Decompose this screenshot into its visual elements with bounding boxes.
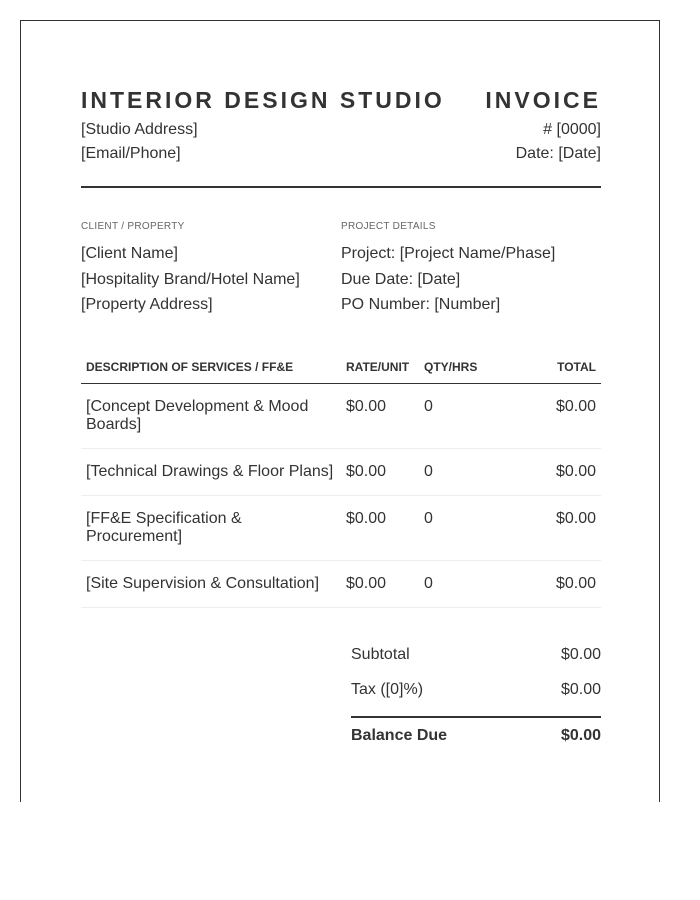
table-row bbox=[81, 448, 601, 495]
totals-section bbox=[351, 646, 601, 745]
row-description: [Site Supervision & Consultation] bbox=[81, 560, 341, 607]
row-qty: 0 bbox=[419, 495, 521, 560]
table-row bbox=[81, 495, 601, 560]
studio-name: INTERIOR DESIGN STUDIO bbox=[81, 87, 445, 113]
invoice-page bbox=[20, 20, 660, 802]
table-row bbox=[81, 560, 601, 607]
project-po-number: PO Number: [Number] bbox=[341, 296, 501, 313]
header-info-row bbox=[81, 121, 601, 139]
totals-divider bbox=[351, 716, 601, 718]
invoice-title: INVOICE bbox=[485, 87, 601, 113]
services-table bbox=[81, 360, 601, 608]
header-divider bbox=[81, 186, 601, 188]
row-description: [Technical Drawings & Floor Plans] bbox=[81, 448, 341, 495]
row-qty: 0 bbox=[419, 448, 521, 495]
client-address: [Property Address] bbox=[81, 296, 213, 313]
row-rate: $0.00 bbox=[341, 495, 419, 560]
header-rate: RATE/UNIT bbox=[341, 360, 419, 384]
project-name: Project: [Project Name/Phase] bbox=[341, 245, 556, 262]
project-due-date: Due Date: [Date] bbox=[341, 270, 461, 288]
project-block bbox=[341, 221, 601, 318]
invoice-number: # [0000] bbox=[543, 121, 601, 138]
subtotal-row bbox=[351, 646, 601, 664]
header-info-row bbox=[81, 145, 601, 163]
row-total: $0.00 bbox=[521, 560, 601, 607]
balance-label: Balance Due bbox=[351, 726, 448, 744]
row-total: $0.00 bbox=[521, 383, 601, 448]
balance-row bbox=[351, 727, 601, 745]
row-total: $0.00 bbox=[521, 495, 601, 560]
row-total: $0.00 bbox=[521, 448, 601, 495]
row-rate: $0.00 bbox=[341, 560, 419, 607]
header-qty: QTY/HRS bbox=[419, 360, 521, 384]
project-label: PROJECT DETAILS bbox=[341, 221, 436, 232]
row-description: [Concept Development & Mood Boards] bbox=[81, 383, 341, 448]
row-rate: $0.00 bbox=[341, 383, 419, 448]
client-block bbox=[81, 221, 341, 318]
parties-section bbox=[81, 221, 601, 318]
studio-address: [Studio Address] bbox=[81, 121, 198, 138]
client-name: [Client Name] bbox=[81, 245, 178, 262]
invoice-content bbox=[81, 87, 601, 762]
header-description: DESCRIPTION OF SERVICES / FF&E bbox=[81, 360, 341, 384]
row-description: [FF&E Specification & Procurement] bbox=[81, 495, 341, 560]
tax-row bbox=[351, 681, 601, 699]
row-rate: $0.00 bbox=[341, 448, 419, 495]
table-header-row bbox=[81, 360, 601, 384]
balance-value: $0.00 bbox=[560, 726, 601, 744]
subtotal-label: Subtotal bbox=[351, 645, 410, 663]
header-total: TOTAL bbox=[521, 360, 601, 384]
table-row bbox=[81, 383, 601, 448]
client-brand: [Hospitality Brand/Hotel Name] bbox=[81, 270, 300, 288]
invoice-date: Date: [Date] bbox=[515, 145, 601, 162]
tax-label: Tax ([0]%) bbox=[351, 680, 424, 698]
subtotal-value: $0.00 bbox=[560, 645, 601, 663]
row-qty: 0 bbox=[419, 383, 521, 448]
studio-contact: [Email/Phone] bbox=[81, 145, 181, 162]
tax-value: $0.00 bbox=[560, 680, 601, 698]
invoice-header bbox=[81, 87, 601, 114]
row-qty: 0 bbox=[419, 560, 521, 607]
client-label: CLIENT / PROPERTY bbox=[81, 221, 185, 232]
